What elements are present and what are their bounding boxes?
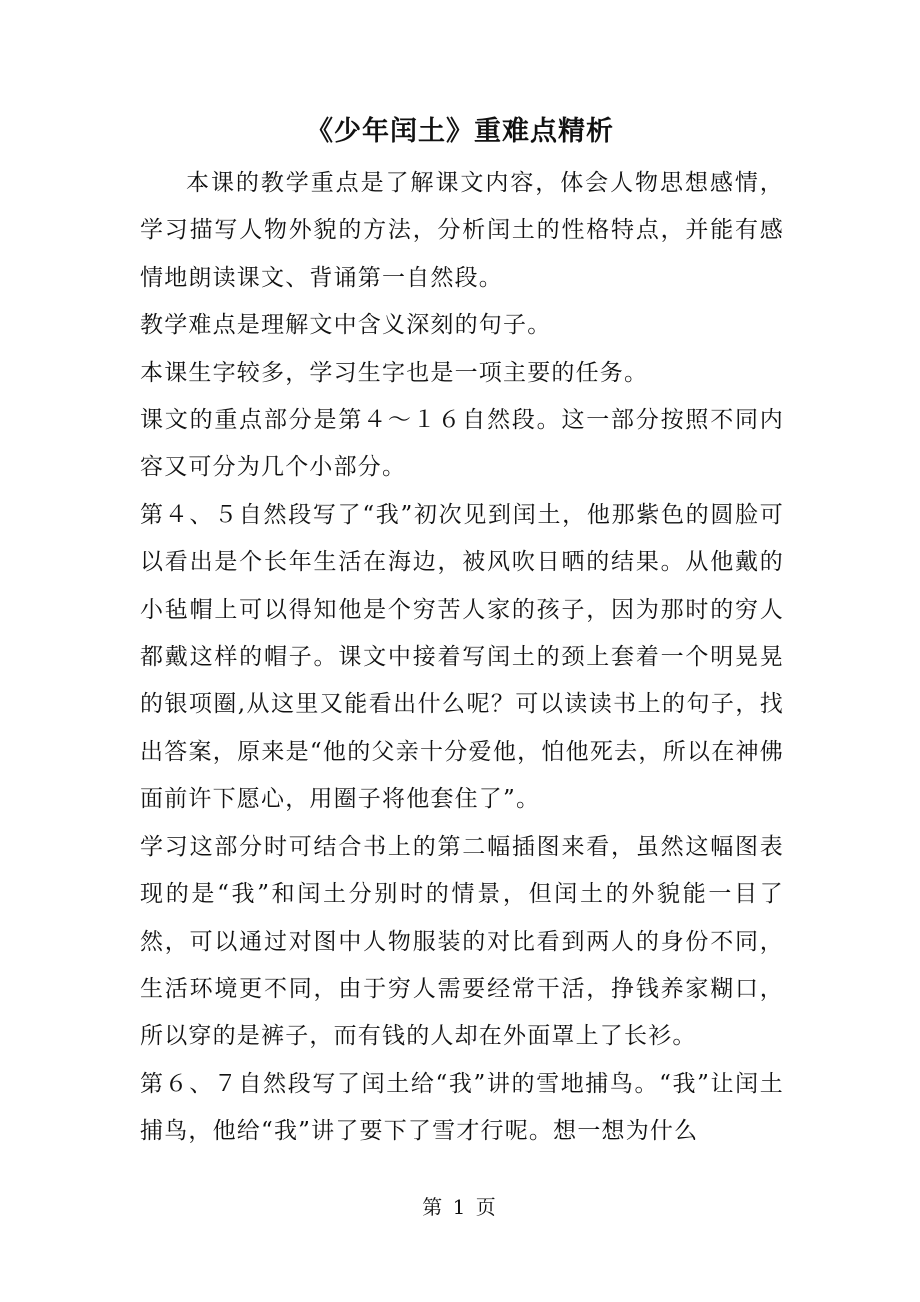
paragraph-sections-4-5: 第４、５自然段写了“我”初次见到闰土，他那紫色的圆脸可以看出是个长年生活在海边，被风吹日晒的结果。从他戴的小毡帽上可以得知他是个穷苦人家的孩子，因为那时的穷人都戴这样的帽子。课文中接着写闰土的颈上套着一个明晃晃的银项圈,从这里又能看出什么呢？可以读读书上的句子，找出答案，原来是“他的父亲十分爱他，怕他死去，所以在神佛面前许下愿心，用圈子将他套住了”。 xyxy=(140,501,784,813)
paragraph-teaching-difficulty: 教学难点是理解文中含义深刻的句子。 xyxy=(140,312,552,339)
paragraph-sections-6-7: 第６、７自然段写了闰土给“我”讲的雪地捕鸟。“我”让闰土捕鸟，他给“我”讲了要下了雪才行呢。想一想为什么 xyxy=(140,1070,784,1145)
page-number: 第 1 页 xyxy=(422,1195,498,1219)
document-body xyxy=(140,160,784,1156)
paragraph-teaching-focus: 本课的教学重点是了解课文内容，体会人物思想感情，学习描写人物外貌的方法，分析闰土的性格特点，并能有感情地朗读课文、背诵第一自然段。 xyxy=(140,170,784,291)
document-title: 《少年闰土》重难点精析 xyxy=(306,116,614,147)
paragraph-new-characters: 本课生字较多，学习生字也是一项主要的任务。 xyxy=(140,359,649,386)
paragraph-key-section: 课文的重点部分是第４～１６自然段。这一部分按照不同内容又可分为几个小部分。 xyxy=(140,407,784,481)
paragraph-illustration: 学习这部分时可结合书上的第二幅插图来看，虽然这幅图表现的是“我”和闰土分别时的情景，但闰土的外貌能一目了然，可以通过对图中人物服装的对比看到两人的身份不同，生活环境更不同，由于穷人需要经常干活，挣钱养家糊口，所以穿的是裤子，而有钱的人却在外面罩上了长衫。 xyxy=(140,833,784,1050)
